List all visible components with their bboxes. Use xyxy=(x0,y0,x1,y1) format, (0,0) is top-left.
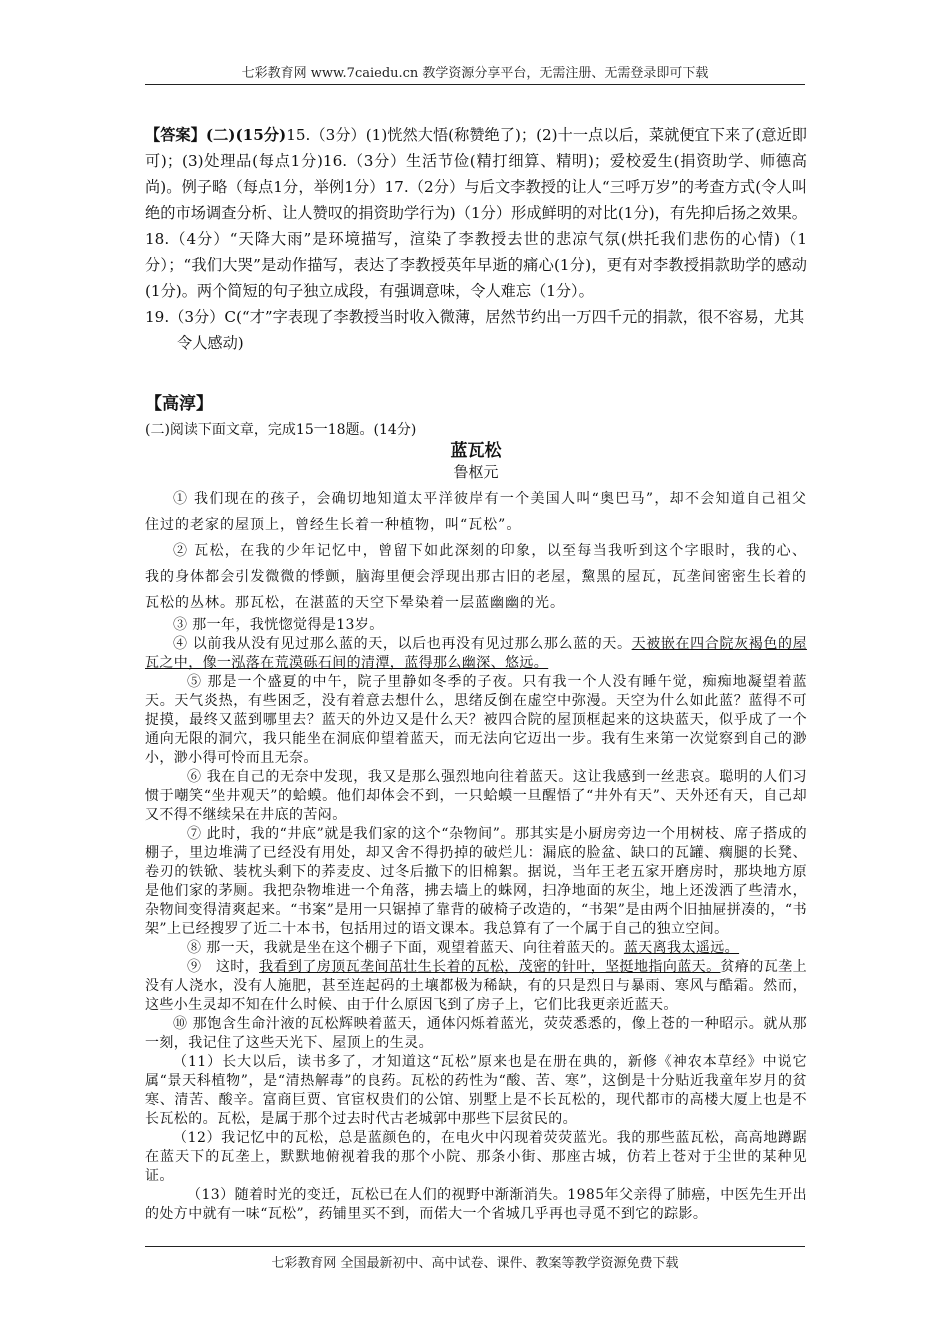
paragraph-2: ② 瓦松，在我的少年记忆中，曾留下如此深刻的印象，以至每当我听到这个字眼时，我的心、我的身体都会引发微微的悸颤，脑海里便会浮现出那古旧的老屋，黧黑的屋瓦，瓦垄间密密生长着的瓦松的丛林。那瓦松，在湛蓝的天空下晕染着一层蓝幽幽的光。 xyxy=(145,543,807,611)
paragraph-8 xyxy=(145,939,807,958)
paragraph-9 xyxy=(145,958,807,1015)
paragraph-6: ⑥ 我在自己的无奈中发现，我又是那么强烈地向往着蓝天。这让我感到一丝悲哀。聪明的人们习惯于嘲笑“坐井观天”的蛤蟆。他们却体会不到，一只蛤蟆一旦醒悟了“井外有天”、天外还有天，自己却又不得不继续呆在井底的苦闷。 xyxy=(145,769,807,823)
paragraph-9-text: 贫瘠的瓦垄上没有人浇水，没有人施肥，甚至连起码的土壤都极为稀缺，有的只是烈日与暴雨、寒风与酷霜。然而，这些小生灵却不知在什么时候、由于什么原因飞到了房子上，它们比我更亲近蓝天。 xyxy=(145,959,807,1013)
paragraph-4 xyxy=(145,635,807,673)
article-author: 鲁枢元 xyxy=(453,463,499,481)
paragraph-5: ⑤ 那是一个盛夏的中午，院子里静如冬季的子夜。只有我一个人没有睡午觉，痴痴地凝望着蓝天。天气炎热，有些困乏，没有着意去想什么，思绪反倒在虚空中弥漫。天空为什么如此蓝？蓝得不可捉摸，最终又蓝到哪里去？蓝天的外边又是什么天？被四合院的屋顶框起来的这块蓝天，似乎成了一个通向无限的洞穴，我只能坐在洞底仰望着蓝天，而无法向它迈出一步。我有生来第一次觉察到自己的渺小，渺小得可怜而且无奈。 xyxy=(145,674,807,766)
paragraph-12: （12）我记忆中的瓦松，总是蓝颜色的，在电火中闪现着荧荧蓝光。我的那些蓝瓦松，高高地蹲踞在蓝天下的瓦垄上，默默地俯视着我的那个小院、那条小街、那座古城，仿若上苍对于尘世的某种见证。 xyxy=(145,1130,807,1184)
header-divider xyxy=(145,84,805,85)
paragraph-1: ① 我们现在的孩子，会确切地知道太平洋彼岸有一个美国人叫“奥巴马”，却不会知道自己祖父住过的老家的屋顶上，曾经生长着一种植物，叫“瓦松”。 xyxy=(145,491,807,533)
paragraph-11: （11）长大以后，读书多了，才知道这“瓦松”原来也是在册在典的，新修《神农本草经》中说它属“景天科植物”，是“清热解毒”的良药。瓦松的药性为“酸、苦、寒”，这倒是十分贴近我童年岁月的贫寒、清苦、酸辛。富商巨贾、官宦权贵们的公馆、别墅上是不长瓦松的，现代都市的高楼大厦上也是不长瓦松的。瓦松，是属于那个过去时代古老城郭中那些下层贫民的。 xyxy=(145,1054,807,1127)
paragraph-9-lead: ⑨ 这时， xyxy=(187,959,260,975)
document-body xyxy=(145,122,807,1224)
paragraph-4-underlined: 天被嵌在四合院灰褐色的屋瓦之中，像一泓落在荒漠砾石间的清潭，蓝得那么幽深、悠远。 xyxy=(145,636,807,671)
section-title: 【高淳】 xyxy=(145,394,213,414)
answer-lead: 【答案】(二)(15分) xyxy=(145,126,287,144)
answer-q19: 19.（3分）C(“才”字表现了李教授当时收入微薄，居然节约出一万四千元的捐款，很不容易，尤其令人感动) xyxy=(145,308,805,352)
paragraph-9-underlined: 我看到了房顶瓦垄间茁壮生长着的瓦松，茂密的针叶，坚挺地指向蓝天。 xyxy=(259,959,721,975)
paragraph-7: ⑦ 此时，我的“井底”就是我们家的这个“杂物间”。那其实是小厨房旁边一个用树枝、席子搭成的棚子，里边堆满了已经没有用处，却又舍不得扔掉的破烂儿：漏底的脸盆、缺口的瓦罐、瘸腿的长凳、卷刃的铁锨、装枕头剩下的荞麦皮、过冬后撤下的旧棉絮。据说，当年王老五家开磨房时，那块地方原是他们家的茅厕。我把杂物堆进一个角落，拂去墙上的蛛网，扫净地面的灰尘，地上还泼洒了些清水，杂物间变得清爽起来。“书案”是用一只锯掉了靠背的破椅子改造的，“书架”是由两个旧抽屉拼凑的，“书架”上已经搜罗了近二十本书，包括用过的语文课本。我总算有了一个属于自己的独立空间。 xyxy=(145,826,807,937)
paragraph-13: （13）随着时光的变迁，瓦松已在人们的视野中渐渐消失。1985年父亲得了肺癌，中医先生开出的处方中就有一味“瓦松”，药铺里买不到，而偌大一个省城几乎再也寻觅不到它的踪影。 xyxy=(145,1187,807,1222)
section-instruction: (二)阅读下面文章，完成15一18题。(14分) xyxy=(145,422,417,438)
footer-divider xyxy=(145,1246,805,1247)
page-header: 七彩教育网 www.7caiedu.cn 教学资源分享平台，无需注册、无需登录即可下载 xyxy=(241,66,709,81)
answer-block xyxy=(145,122,807,304)
answer-text: 15.（3分）(1)恍然大悟(称赞绝了)；(2)十一点以后，菜就便宜下来了(意近即可)；(3)处理品(每点1分)16.（3分）生活节俭(精打细算、精明)；爱校爱生(捐资助学、师德高尚)。例子略（每点1分，举例1分）17.（2分）与后文李教授的让人“三呼万岁”的考查方式(令人叫绝的市场调查分析、让人赞叹的捐资助学行为)（1分）形成鲜明的对比(1分)，有先抑后扬之效果。18.（4分）“天降大雨”是环境描写，渲染了李教授去世的悲凉气氛(烘托我们悲伤的心情)（1分）；“我们大哭”是动作描写，表达了李教授英年早逝的痛心(1分)，更有对李教授捐款助学的感动(1分)。两个简短的句子独立成段，有强调意味，令人难忘（1分）。 xyxy=(145,126,807,300)
paragraph-10: ⑩ 那饱含生命汁液的瓦松辉映着蓝天，通体闪烁着蓝光，荧荧悉悉的，像上苍的一种昭示。就从那一刻，我记住了这些天光下、屋顶上的生灵。 xyxy=(145,1016,807,1051)
article-title: 蓝瓦松 xyxy=(450,441,502,461)
paragraph-3: ③ 那一年，我恍惚觉得是13岁。 xyxy=(173,617,384,633)
paragraph-8-underlined: 蓝天离我太遥远。 xyxy=(623,940,740,956)
paragraph-4-text: ④ 以前我从没有见过那么蓝的天，以后也再没有见过那么那么蓝的天。 xyxy=(173,636,632,652)
page-footer: 七彩教育网 全国最新初中、高中试卷、课件、教案等教学资源免费下载 xyxy=(271,1256,679,1271)
paragraph-8-text: ⑧ 那一天，我就是坐在这个棚子下面，观望着蓝天、向往着蓝天的。 xyxy=(187,940,624,956)
